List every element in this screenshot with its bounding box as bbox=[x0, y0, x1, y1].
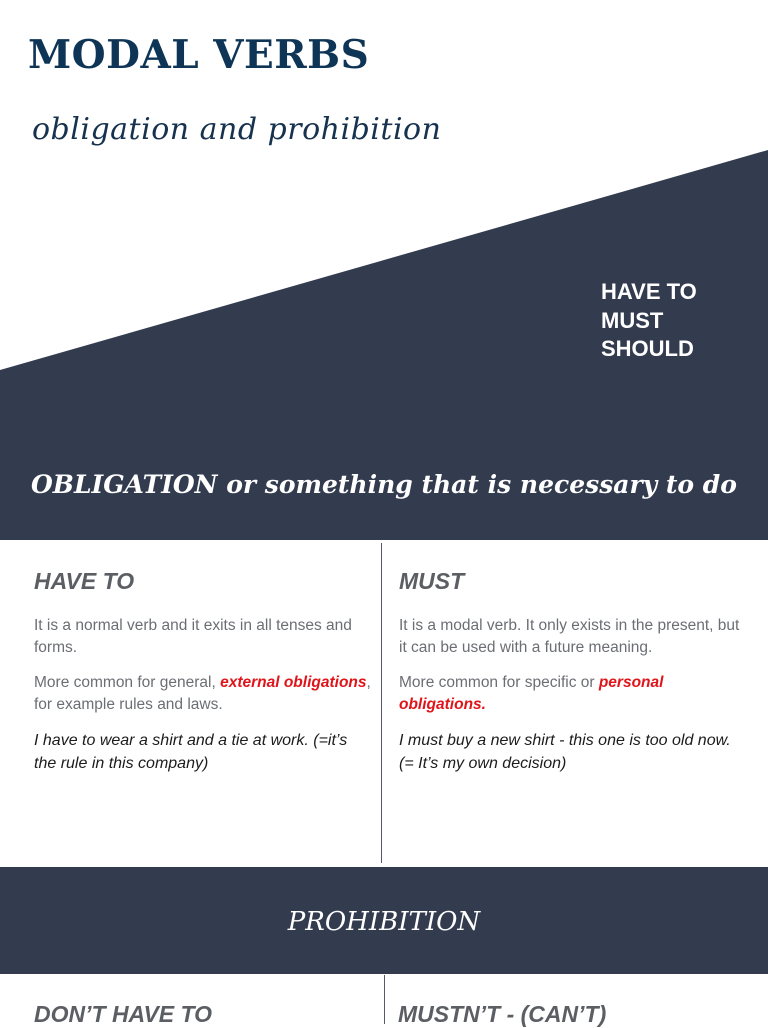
have-to-usage-highlight: external obligations bbox=[220, 674, 367, 691]
have-to-description: It is a normal verb and it exits in all tenses and forms. bbox=[34, 617, 352, 656]
have-to-example: I have to wear a shirt and a tie at work. (=it’s the rule in this company) bbox=[34, 732, 348, 772]
mustnt-heading: MUSTN’T - (CAN’T) bbox=[398, 1001, 607, 1027]
prohibition-heading: PROHIBITION bbox=[287, 907, 481, 937]
modal-item-have-to: HAVE TO bbox=[601, 279, 697, 304]
must-usage bbox=[399, 672, 740, 716]
modal-verb-list bbox=[601, 278, 697, 364]
have-to-usage-pre: More common for general, bbox=[34, 674, 221, 691]
have-to-usage bbox=[34, 672, 372, 716]
dont-have-to-heading: DON’T HAVE TO bbox=[34, 1001, 213, 1027]
must-usage-highlight: personal obligations. bbox=[399, 674, 664, 713]
modal-item-must: MUST bbox=[601, 307, 664, 333]
bottom-column-divider bbox=[384, 975, 385, 1024]
prohibition-band bbox=[0, 867, 768, 974]
page-subtitle: obligation and prohibition bbox=[32, 112, 442, 147]
have-to-heading: HAVE TO bbox=[34, 568, 135, 594]
must-example: I must buy a new shirt - this one is too old now. (= It’s my own decision) bbox=[399, 732, 731, 772]
must-description: It is a modal verb. It only exists in the present, but it can be used with a future meaning. bbox=[399, 617, 740, 656]
have-to-usage-post: , for example rules and laws. bbox=[34, 674, 371, 713]
column-divider bbox=[381, 543, 382, 863]
page-title: MODAL VERBS bbox=[28, 32, 370, 78]
must-column bbox=[383, 540, 768, 866]
must-usage-pre: More common for specific or bbox=[399, 674, 599, 691]
modal-item-should: SHOULD bbox=[601, 336, 694, 361]
obligation-heading: OBLIGATION or something that is necessary to do bbox=[31, 470, 737, 499]
must-heading: MUST bbox=[399, 568, 465, 594]
have-to-column bbox=[0, 540, 382, 866]
